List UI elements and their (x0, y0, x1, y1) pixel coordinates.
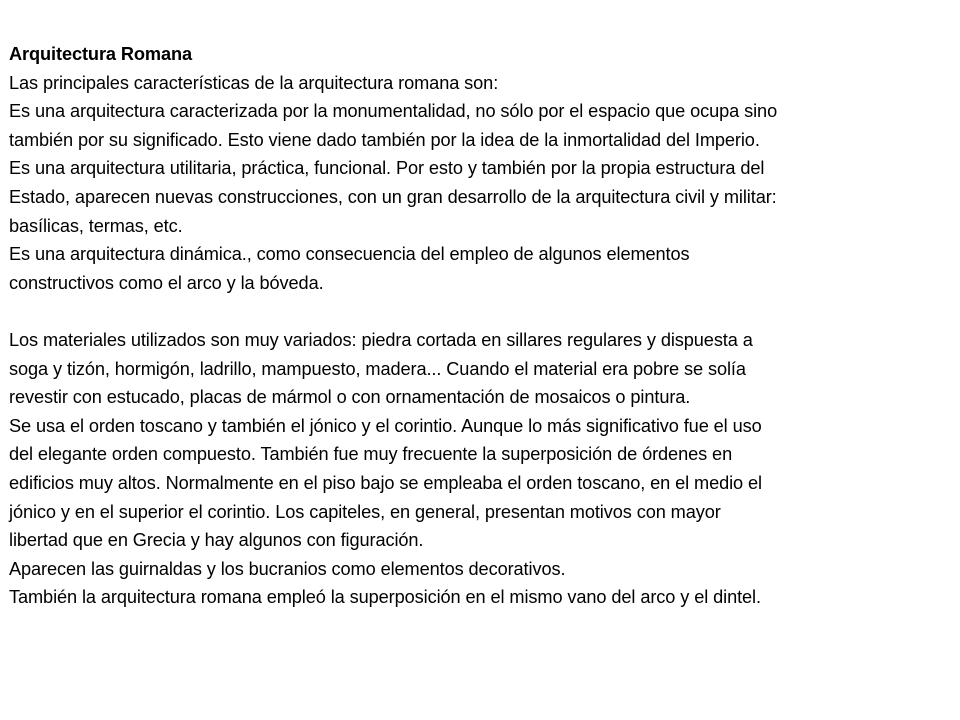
text-line: Es una arquitectura caracterizada por la monumentalidad, no sólo por el espacio que ocupa sino (9, 101, 778, 122)
text-line: Las principales características de la arquitectura romana son: (9, 72, 499, 93)
paragraph-spacer (9, 297, 957, 326)
text-line: edificios muy altos. Normalmente en el piso bajo se empleaba el orden toscano, en el medio el (9, 472, 762, 493)
text-line: Se usa el orden toscano y también el jónico y el corintio. Aunque lo más significativo fue el uso (9, 415, 762, 436)
text-line: también por su significado. Esto viene dado también por la idea de la inmortalidad del Imperio. (9, 129, 760, 150)
text-line: También la arquitectura romana empleó la superposición en el mismo vano del arco y el dintel. (9, 587, 761, 608)
text-line: constructivos como el arco y la bóveda. (9, 272, 324, 293)
text-line: jónico y en el superior el corintio. Los capiteles, en general, presentan motivos con mayor (9, 501, 721, 522)
text-block (9, 40, 957, 612)
text-line: Estado, aparecen nuevas construcciones, con un gran desarrollo de la arquitectura civil y militar: (9, 186, 777, 207)
text-line: Los materiales utilizados son muy variados: piedra cortada en sillares regulares y dispuesta a (9, 329, 753, 350)
text-line: Aparecen las guirnaldas y los bucranios como elementos decorativos. (9, 558, 566, 579)
text-line: del elegante orden compuesto. También fue muy frecuente la superposición de órdenes en (9, 444, 733, 465)
text-line: soga y tizón, hormigón, ladrillo, mampuesto, madera... Cuando el material era pobre se solía (9, 358, 746, 379)
text-line: revestir con estucado, placas de mármol o con ornamentación de mosaicos o pintura. (9, 387, 691, 408)
text-line: basílicas, termas, etc. (9, 215, 183, 236)
text-line: Es una arquitectura utilitaria, práctica, funcional. Por esto y también por la propia estructura del (9, 158, 765, 179)
page-title: Arquitectura Romana (9, 44, 193, 64)
text-line: libertad que en Grecia y hay algunos con figuración. (9, 530, 424, 551)
text-line: Es una arquitectura dinámica., como consecuencia del empleo de algunos elementos (9, 244, 690, 265)
